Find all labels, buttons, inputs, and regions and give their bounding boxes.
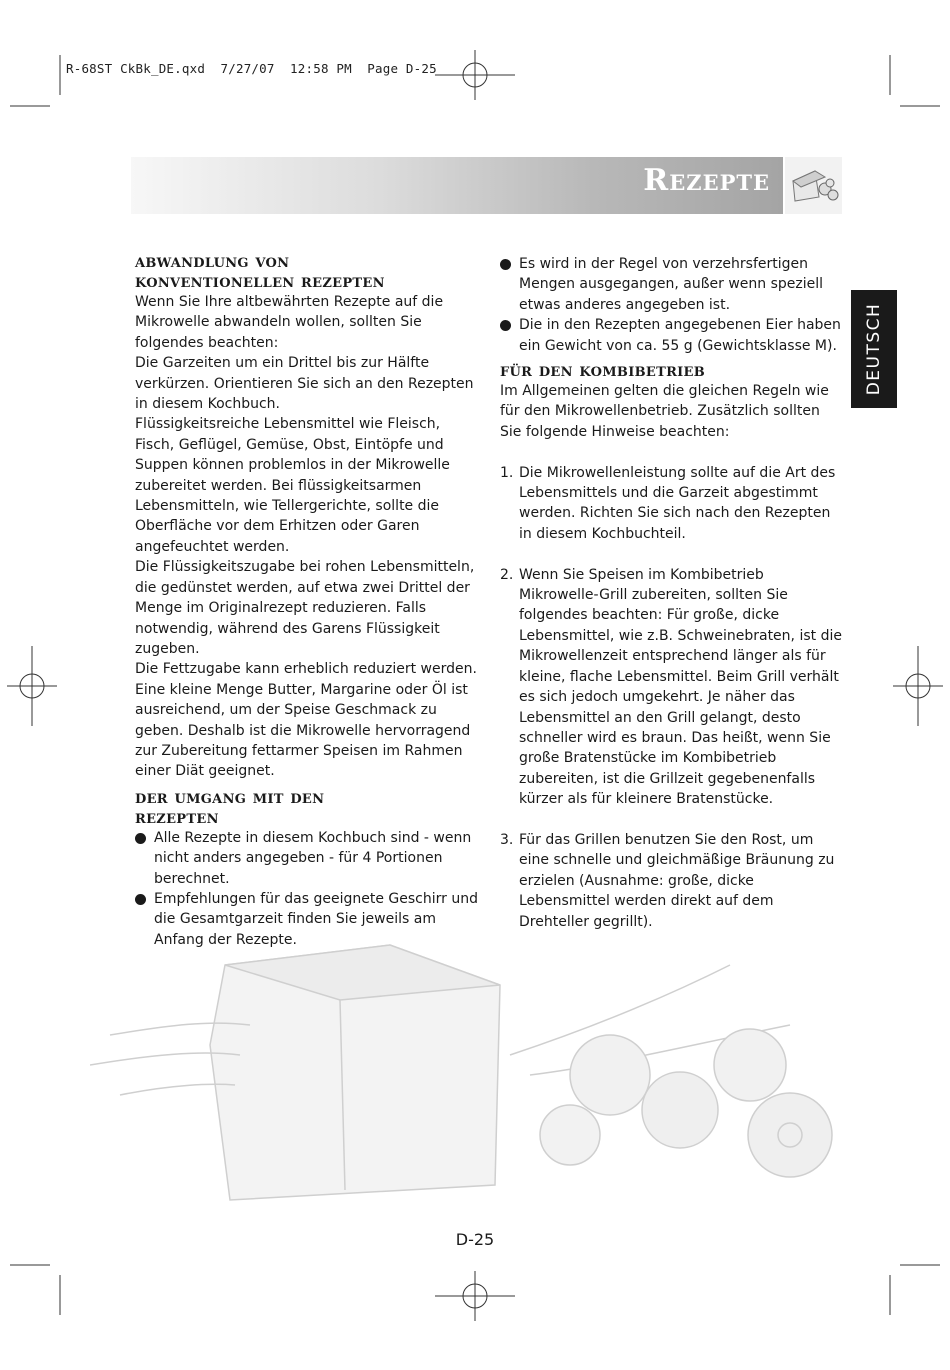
list-item: Alle Rezepte in diesem Kochbuch sind - wenn nicht anders angegeben - für 4 Portionen berechnet. xyxy=(135,828,480,889)
heading-umgang xyxy=(135,788,480,828)
bullet-list xyxy=(135,828,480,950)
bullet-list xyxy=(500,254,845,356)
list-text: Für das Grillen benutzen Sie den Rost, um eine schnelle und gleichmäßige Bräunung zu erzielen (Ausnahme: große, dicke Lebensmittel werden direkt auf dem Drehteller gegrillt). xyxy=(519,831,835,930)
list-text: Die Mikrowellenleistung sollte auf die Art des Lebensmittels und die Garzeit abgestimmt werden. Richten Sie sich nach den Rezepten in diesem Kochbuchteil. xyxy=(519,464,836,542)
list-text: Wenn Sie Speisen im Kombibetrieb Mikrowelle-Grill zubereiten, sollten Sie folgendes beachten: Für große, dicke Lebensmittel, wie z.B. Schweinebraten, ist die Mikrowellenzeit entsprechend länger als für kleine, flache Lebensmittel. Beim Grill verhält es sich jedoch umgekehrt. Je näher das Lebensmittel an den Grill gelangt, desto schneller wird es braun. Das heißt, wenn Sie große Bratenstücke im Kombibetrieb zubereiten, ist die Grillzeit gegebenenfalls kürzer als für kleinere Bratenstücke. xyxy=(519,566,842,808)
heading-abwandlung xyxy=(135,252,480,292)
page-number: D-25 xyxy=(455,1230,495,1249)
language-tab-label: DEUTSCH xyxy=(864,302,884,396)
heading-line: für den kombibetrieb xyxy=(500,360,706,382)
list-item: Empfehlungen für das geeignete Geschirr und die Gesamtgarzeit finden Sie jeweils am Anfang der Rezepte. xyxy=(135,889,480,950)
left-column xyxy=(135,252,480,950)
section-title: Rezepte xyxy=(643,163,770,198)
paragraph: Die Flüssigkeitszugabe bei rohen Lebensmitteln, die gedünstet werden, auf etwa zwei Drittel der Menge im Originalrezept reduzieren. Falls notwendig, während des Garens Flüssigkeit zugeben. xyxy=(135,559,475,657)
heading-line: konventionellen rezepten xyxy=(135,271,385,292)
paragraph: Im Allgemeinen gelten die gleichen Regeln wie für den Mikrowellenbetrieb. Zusätzlich sollten Sie folgende Hinweise beachten: xyxy=(500,383,829,440)
heading-line: der umgang mit den xyxy=(135,786,325,808)
list-item xyxy=(500,565,845,810)
numbered-list xyxy=(500,463,845,932)
list-item: Es wird in der Regel von verzehrsfertigen Mengen ausgegangen, außer wenn speziell etwas anderes angegeben ist. xyxy=(500,254,845,315)
print-slug-line: R-68ST CkBk_DE.qxd 7/27/07 12:58 PM Page D-25 xyxy=(66,61,437,76)
list-item xyxy=(500,463,845,545)
heading-line: abwandlung von xyxy=(135,251,290,272)
list-number: 2. xyxy=(500,566,514,583)
list-item: Die in den Rezepten angegebenen Eier haben ein Gewicht von ca. 55 g (Gewichtsklasse M). xyxy=(500,315,845,356)
paragraph: Die Fettzugabe kann erheblich reduziert werden. Eine kleine Menge Butter, Margarine oder Öl ist ausreichend, um der Speise Geschmack zu geben. Deshalb ist die Mikrowelle hervorragend zur Zubereitung fettarmer Speisen im Rahmen einer Diät geeignet. xyxy=(135,661,477,780)
language-tab xyxy=(851,290,897,408)
heading-line: rezepten xyxy=(135,806,219,828)
cheese-and-mushrooms-illustration xyxy=(90,925,850,1205)
list-number: 3. xyxy=(500,831,514,848)
cheese-thumbnail-icon xyxy=(783,157,842,214)
section-header-band xyxy=(131,157,842,214)
list-item xyxy=(500,830,845,932)
paragraph: Die Garzeiten um ein Drittel bis zur Hälfte verkürzen. Orientieren Sie sich an den Rezepten in diesem Kochbuch. xyxy=(135,355,474,413)
list-number: 1. xyxy=(500,464,514,481)
heading-kombibetrieb xyxy=(500,361,845,381)
paragraph: Wenn Sie Ihre altbewährten Rezepte auf die Mikrowelle abwandeln wollen, sollten Sie folgendes beachten: xyxy=(135,294,444,351)
right-column xyxy=(500,254,845,952)
paragraph: Flüssigkeitsreiche Lebensmittel wie Fleisch, Fisch, Geflügel, Gemüse, Obst, Eintöpfe und Suppen können problemlos in der Mikrowelle zubereitet werden. Bei flüssigkeitsarmen Lebensmitteln, wie Tellergerichte, sollte die Oberfläche vor dem Erhitzen oder Garen angefeuchtet werden. xyxy=(135,416,450,555)
